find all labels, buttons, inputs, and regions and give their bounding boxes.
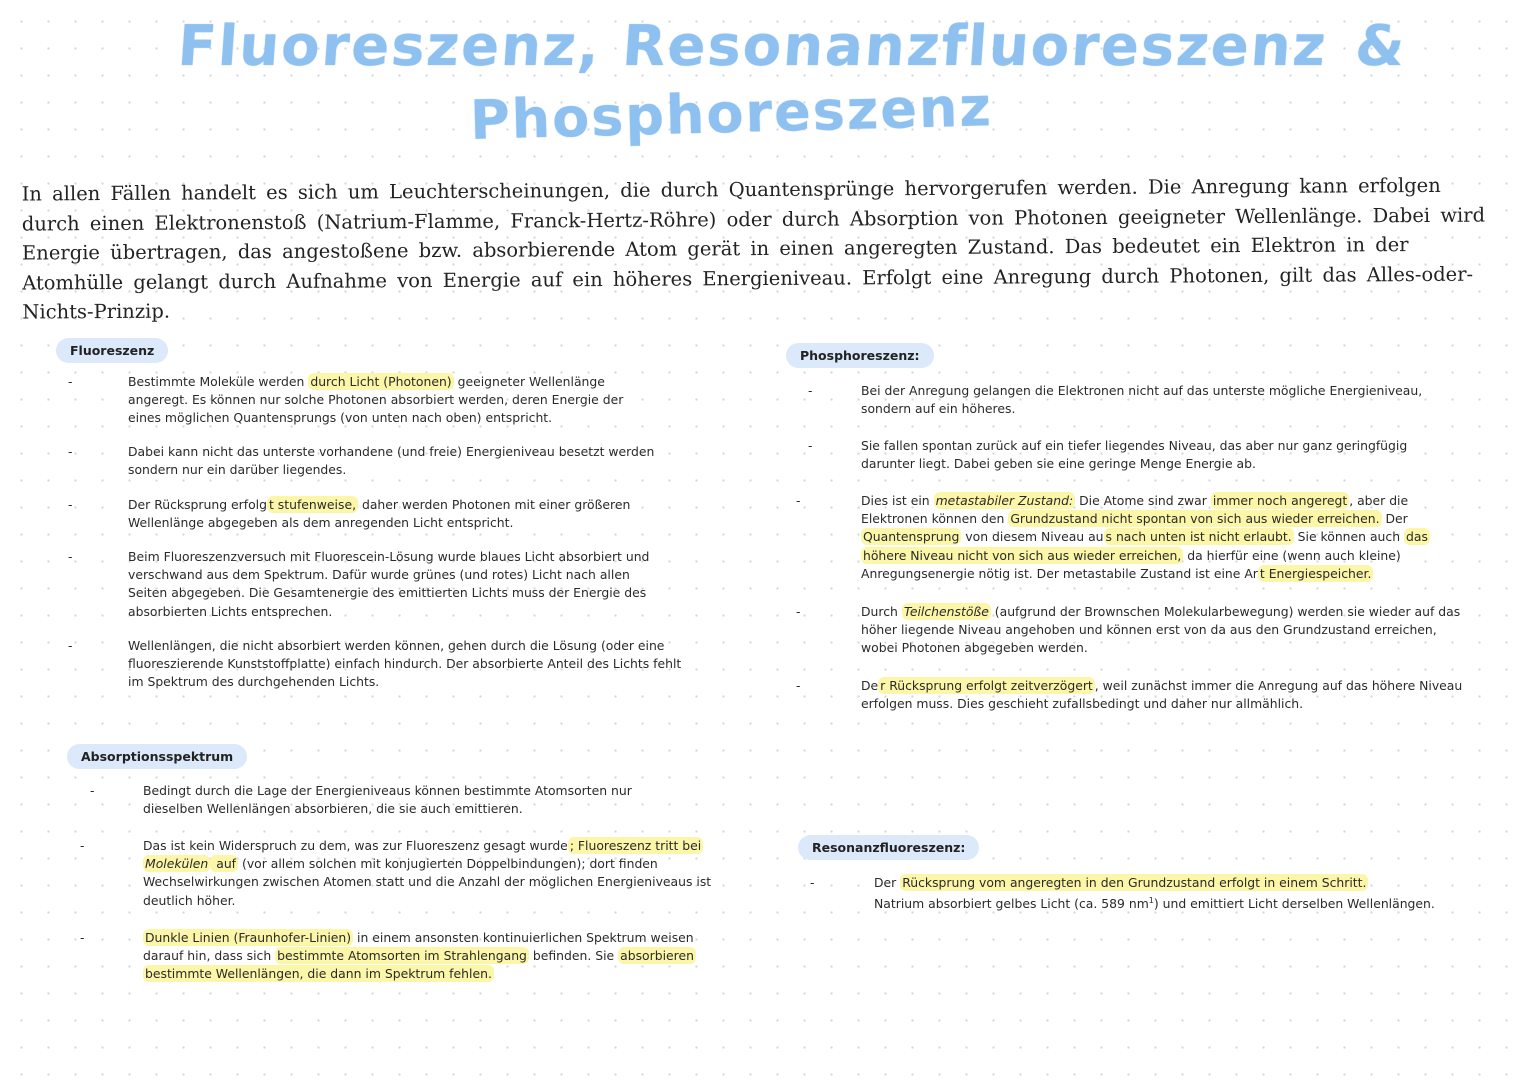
title-line-2 <box>469 75 993 152</box>
phosphoreszenz-bullet-1: - Bei der Anregung gelangen die Elektronen nicht auf das unterste mögliche Energieniveau, sondern auf ein höheres. <box>808 383 1423 417</box>
absorption-bullet-3: - Dunkle Linien (Fraunhofer-Linien) in einem ansonsten kontinuierlichen Spektrum weisen darauf hin, dass sich bestimmte Atomsorten im Strahlengang befinden. Sie absorbieren bestimmte Wellenlängen, die dann im Spektrum fehlen. <box>80 930 694 982</box>
intro-paragraph: In allen Fällen handelt es sich um Leuchterscheinungen, die durch Quantensprünge hervorgerufen werden. Die Anregung kann erfolgen durch einen Elektronenstoß (Natrium-Flamme, Franck-Hertz-Röhre) oder durch Absorption von Photonen geeigneter Wellenlänge. Dabei wird Energie übertragen, das angestoßene bzw. absorbierende Atom gerät in einen angeregten Zustand. Das bedeutet ein Elektron in der Atomhülle gelangt durch Aufnahme von Energie auf ein höheres Energieniveau. Erfolgt eine Anregung durch Photonen, gilt das Alles-oder-Nichts-Prinzip. <box>21 173 1486 324</box>
title-line-1 <box>176 14 1409 79</box>
dash: - <box>810 875 815 890</box>
dash: - <box>90 783 95 798</box>
title-text-2: Phosphoreszenz <box>469 75 994 152</box>
phosphoreszenz-bullet-2: - Sie fallen spontan zurück auf ein tiefer liegendes Niveau, das aber nur ganz geringfügig darunter liegt. Dabei geben sie eine geringe Menge Energie ab. <box>808 438 1408 472</box>
dash: - <box>68 374 73 389</box>
dash: - <box>796 678 801 693</box>
heading-absorptionsspektrum: Absorptionsspektrum <box>67 744 247 769</box>
fluoreszenz-bullet-3: - Der Rücksprung erfolg t stufenweise, daher werden Photonen mit einer größeren Wellenlänge abgegeben als dem anregenden Licht entspricht. <box>68 497 631 531</box>
resonanz-bullet-1: - Der Rücksprung vom angeregten in den Grundzustand erfolgt in einem Schritt. Natrium absorbiert gelbes Licht (ca. 589 $nm^1$) und emittiert Licht derselben Wellenlängen. <box>810 875 1435 912</box>
dash: - <box>68 444 73 459</box>
fluoreszenz-bullet-5: - Wellenlängen, die nicht absorbiert werden können, gehen durch die Lösung (oder eine fluoreszierende Kunststoffplatte) einfach hindurch. Der absorbierte Anteil des Lichts fehlt im Spektrum des durchgehenden Lichts. <box>68 638 682 690</box>
dash: - <box>68 638 73 653</box>
heading-resonanzfluoreszenz: Resonanzfluoreszenz: <box>798 835 979 860</box>
phosphoreszenz-bullet-4: - Durch Teilchenstöße (aufgrund der Brownschen Molekularbewegung) werden sie wieder auf das höher liegende Niveau angehoben und können erst von da aus den Grundzustand erreichen, wobei Photonen abgegeben werden. <box>796 604 1461 656</box>
dash: - <box>80 838 85 853</box>
dash: - <box>80 930 85 945</box>
absorption-bullet-2: - Das ist kein Widerspruch zu dem, was zur Fluoreszenz gesagt wurde ; Fluoreszenz tritt bei Molekülen auf (vor allem solchen mit konjugierten Doppelbindungen); dort finden Wechselwirkungen zwischen Atomen statt und die Anzahl der möglichen Energieniveaus ist deutlich höher. <box>80 838 712 908</box>
dash: - <box>796 604 801 619</box>
heading-phosphoreszenz: Phosphoreszenz: <box>786 343 934 368</box>
fluoreszenz-bullet-4: - Beim Fluoreszenzversuch mit Fluorescein-Lösung wurde blaues Licht absorbiert und verschwand aus dem Spektrum. Dafür wurde grünes (und rotes) Licht nach allen Seiten abgegeben. Die Gesamtenergie des emittierten Lichts muss der Energie des absorbierten Lichts entsprechen. <box>68 549 650 619</box>
phosphoreszenz-bullet-5: - De r Rücksprung erfolgt zeitverzögert , weil zunächst immer die Anregung auf das höhere Niveau erfolgen muss. Dies geschieht zufallsbedingt und daher nur allmählich. <box>796 678 1463 712</box>
heading-fluoreszenz: Fluoreszenz <box>56 338 168 363</box>
title-ampersand: & <box>1353 14 1409 79</box>
fluoreszenz-bullet-2: - Dabei kann nicht das unterste vorhandene (und freie) Energieniveau besetzt werden sondern nur ein darüber liegendes. <box>68 444 655 478</box>
fluoreszenz-bullet-1: - Bestimmte Moleküle werden durch Licht (Photonen) geeigneter Wellenlänge angeregt. Es können nur solche Photonen absorbiert werden, deren Energie der eines möglichen Quantensprungs (von unten nach oben) entspricht. <box>68 374 624 426</box>
dash: - <box>808 438 813 453</box>
dash: - <box>68 497 73 512</box>
dash: - <box>68 549 73 564</box>
dash: - <box>808 383 813 398</box>
absorption-bullet-1: - Bedingt durch die Lage der Energieniveaus können bestimmte Atomsorten nur dieselben Wellenlängen absorbieren, die sie auch emittieren. <box>90 783 632 817</box>
dash: - <box>796 493 801 508</box>
title-text: Fluoreszenz, Resonanzfluoreszenz <box>175 14 1330 79</box>
phosphoreszenz-bullet-3: - Dies ist ein metastabiler Zustand: Die Atome sind zwar immer noch angeregt , aber die Elektronen können den Grundzustand nicht spontan von sich aus wieder erreichen. Der Quantensprung von diesem Niveau au s nach unten ist nicht erlaubt. Sie können auch das höhere Niveau nicht von sich aus wieder erreichen, da hierfür eine (wenn auch kleine) Anregungsenergie nötig ist. Der metastabile Zustand ist eine Ar t Energiespeicher. <box>796 493 1428 581</box>
